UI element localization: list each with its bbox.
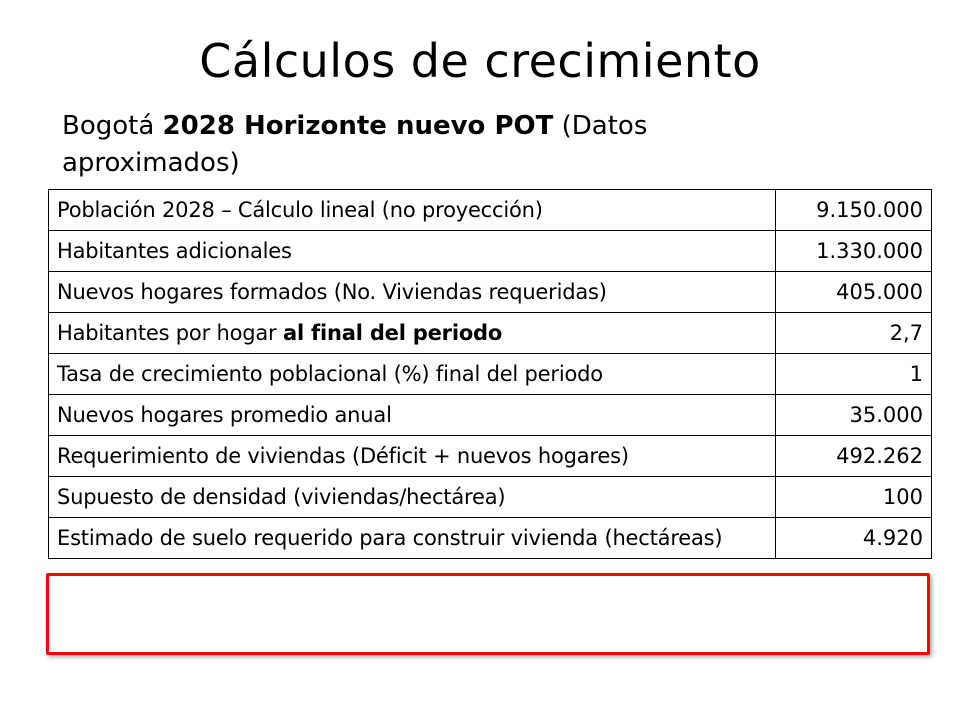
table-row xyxy=(49,231,932,272)
row-label: Nuevos hogares promedio anual xyxy=(49,395,776,436)
subtitle-text-end: (Datos aproximados) xyxy=(62,111,648,178)
subtitle-text: Bogotá xyxy=(62,111,163,141)
row-value: 35.000 xyxy=(776,395,932,436)
table-row xyxy=(49,313,932,354)
table-row xyxy=(49,272,932,313)
row-label: Supuesto de densidad (viviendas/hectárea) xyxy=(49,477,776,518)
row-label: Tasa de crecimiento poblacional (%) final del periodo xyxy=(49,354,776,395)
table-row xyxy=(49,354,932,395)
row-label: Requerimiento de viviendas (Déficit + nuevos hogares) xyxy=(49,436,776,477)
row-value: 4.920 xyxy=(776,518,932,559)
row-value: 2,7 xyxy=(776,313,932,354)
row-label: Estimado de suelo requerido para construir vivienda (hectáreas) xyxy=(49,518,776,559)
slide-title: Cálculos de crecimiento xyxy=(199,34,761,88)
table-row xyxy=(49,395,932,436)
row-label: Población 2028 – Cálculo lineal (no proyección) xyxy=(49,190,776,231)
table-row xyxy=(49,190,932,231)
row-value: 100 xyxy=(776,477,932,518)
table-row xyxy=(49,436,932,477)
row-value: 405.000 xyxy=(776,272,932,313)
table-row-highlighted xyxy=(49,518,932,559)
row-value: 1.330.000 xyxy=(776,231,932,272)
row-label: Habitantes adicionales xyxy=(49,231,776,272)
highlight-box xyxy=(46,573,930,655)
row-value: 1 xyxy=(776,354,932,395)
table-row xyxy=(49,477,932,518)
row-label-bold-text: al final del periodo xyxy=(282,321,503,345)
row-label: Nuevos hogares formados (No. Viviendas requeridas) xyxy=(49,272,776,313)
row-value: 9.150.000 xyxy=(776,190,932,231)
row-label-text: Habitantes por hogar xyxy=(57,321,283,345)
slide-subtitle xyxy=(62,108,782,182)
row-value: 492.262 xyxy=(776,436,932,477)
subtitle-bold-text: 2028 Horizonte nuevo POT xyxy=(162,111,554,141)
row-label xyxy=(49,313,776,354)
growth-calculations-table xyxy=(48,189,932,559)
